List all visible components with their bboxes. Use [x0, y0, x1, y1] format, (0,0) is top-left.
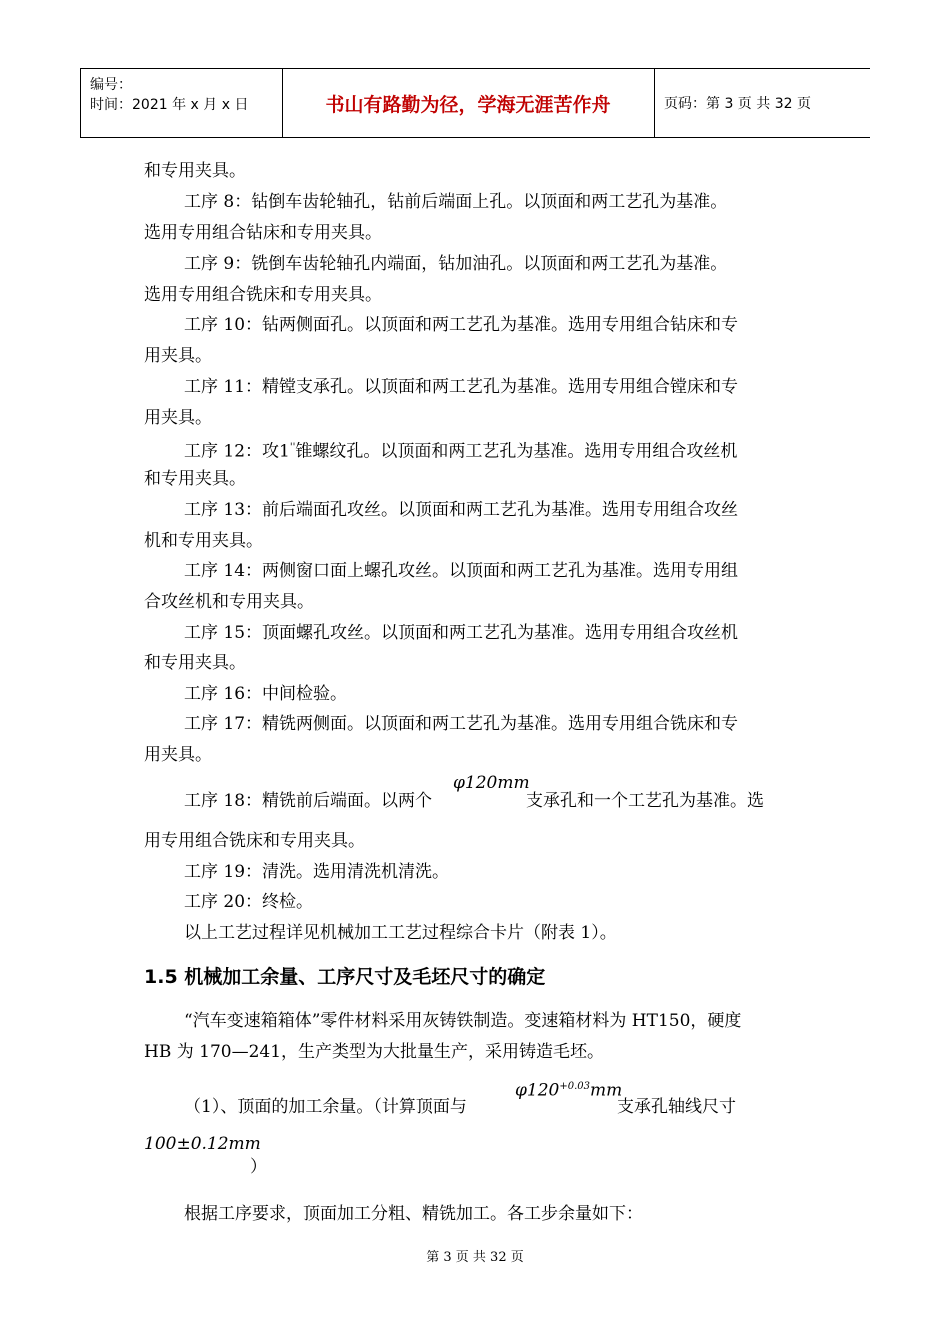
text-line: HB 为 170—241，生产类型为大批量生产，采用铸造毛坯。	[144, 1042, 605, 1062]
text-line: 工序 11：精镗支承孔。以顶面和两工艺孔为基准。选用专用组合镗床和专	[184, 377, 739, 397]
text-line: 工序 13：前后端面孔攻丝。以顶面和两工艺孔为基准。选用专用组合攻丝	[184, 500, 739, 520]
text-line: 机和专用夹具。	[144, 531, 263, 551]
text-line: 和专用夹具。	[144, 161, 246, 181]
text-line: “汽车变速箱箱体”零件材料采用灰铸铁制造。变速箱材料为 HT150，硬度	[184, 1011, 742, 1031]
text-line: 合攻丝机和专用夹具。	[144, 592, 314, 612]
math-formula: 100±0.12mm	[144, 1134, 261, 1154]
page-info: 页码：第 3 页 共 32 页	[664, 96, 811, 112]
text-line: 工序 14：两侧窗口面上螺孔攻丝。以顶面和两工艺孔为基准。选用专用组	[184, 561, 739, 581]
section-heading: 1.5 机械加工余量、工序尺寸及毛坯尺寸的确定	[144, 966, 546, 988]
page-footer: 第 3 页 共 32 页	[426, 1250, 524, 1265]
text-line: 和专用夹具。	[144, 469, 246, 489]
text-line: ）	[250, 1157, 267, 1177]
motto: 书山有路勤为径，学海无涯苦作舟	[325, 93, 611, 116]
text-line: 根据工序要求，顶面加工分粗、精铣加工。各工步余量如下：	[184, 1204, 643, 1224]
text-line: 工序 16：中间检验。	[184, 684, 348, 704]
text-line: 用夹具。	[144, 408, 212, 428]
text-fragment: 工序 12：攻1	[184, 441, 290, 462]
superscript: ''	[289, 442, 296, 453]
text-line: 工序 15：顶面螺孔攻丝。以顶面和两工艺孔为基准。选用专用组合攻丝机	[184, 623, 739, 643]
math-unit: mm	[590, 1080, 623, 1101]
math-formula	[515, 1076, 622, 1102]
text-line: 支承孔轴线尺寸	[617, 1097, 736, 1117]
text-line: 选用专用组合铣床和专用夹具。	[144, 285, 382, 305]
text-line: 选用专用组合钻床和专用夹具。	[144, 223, 382, 243]
text-line: 工序 20：终检。	[184, 892, 314, 912]
text-fragment: 锥螺纹孔。以顶面和两工艺孔为基准。选用专用组合攻丝机	[295, 441, 738, 462]
text-line: 以上工艺过程详见机械加工工艺过程综合卡片（附表 1）。	[184, 923, 617, 943]
text-line: 支承孔和一个工艺孔为基准。选	[526, 791, 764, 811]
text-line: 工序 18：精铣前后端面。以两个	[184, 791, 433, 811]
tolerance: +0.03	[559, 1081, 591, 1092]
text-line: 和专用夹具。	[144, 653, 246, 673]
text-line: （1）、顶面的加工余量。（计算顶面与	[184, 1097, 467, 1117]
number-label: 编号：	[90, 77, 132, 93]
time-label: 时间：2021 年 x 月 x 日	[90, 97, 249, 113]
text-line: 用专用组合铣床和专用夹具。	[144, 831, 365, 851]
text-line: 工序 9：铣倒车齿轮轴孔内端面，钻加油孔。以顶面和两工艺孔为基准。	[184, 254, 728, 274]
math-formula: φ120mm	[453, 773, 530, 793]
text-line: 用夹具。	[144, 745, 212, 765]
header-left-cell	[90, 75, 248, 115]
text-line: 用夹具。	[144, 346, 212, 366]
text-line	[184, 437, 737, 463]
math-base: φ120	[515, 1080, 560, 1101]
text-line: 工序 10：钻两侧面孔。以顶面和两工艺孔为基准。选用专用组合钻床和专	[184, 315, 739, 335]
header-table	[80, 68, 870, 138]
text-line: 工序 8：钻倒车齿轮轴孔，钻前后端面上孔。以顶面和两工艺孔为基准。	[184, 192, 728, 212]
text-line: 工序 19：清洗。选用清洗机清洗。	[184, 862, 450, 882]
text-line: 工序 17：精铣两侧面。以顶面和两工艺孔为基准。选用专用组合铣床和专	[184, 714, 739, 734]
